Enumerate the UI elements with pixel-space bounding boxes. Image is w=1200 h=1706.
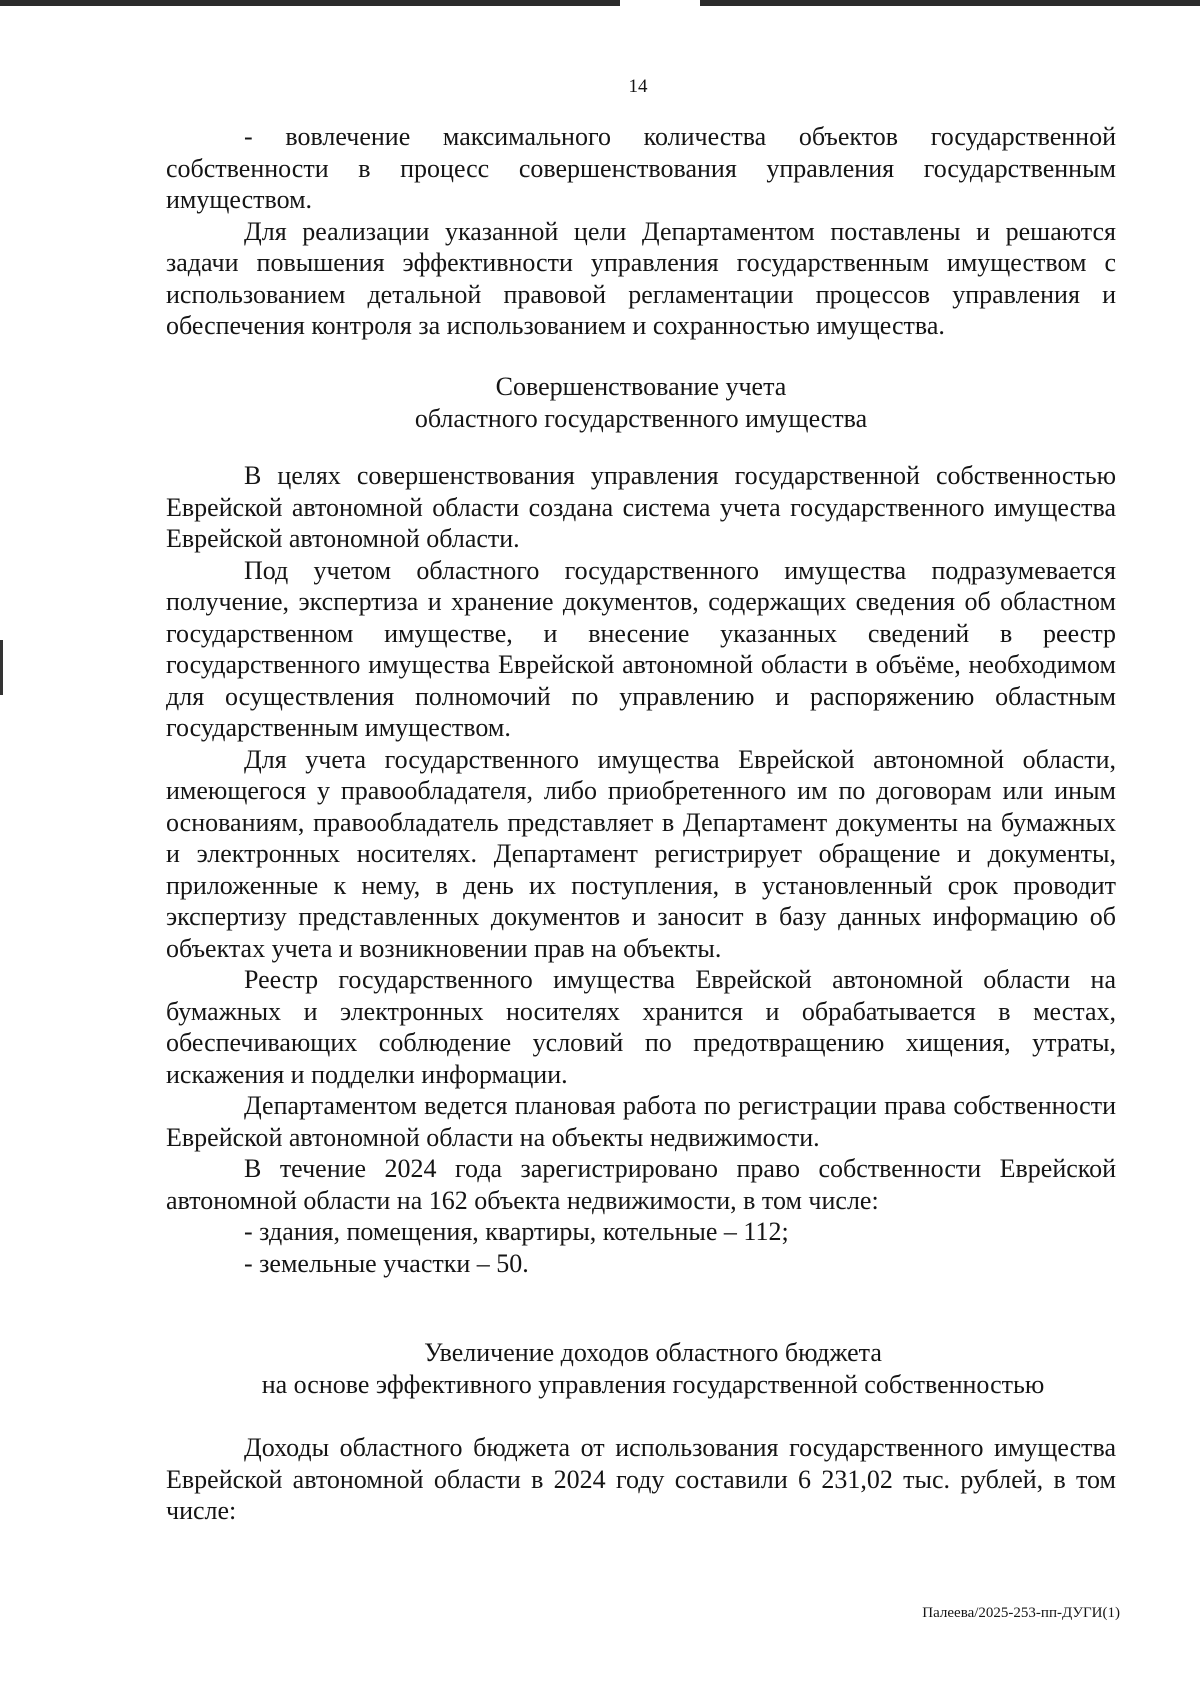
intro-block (166, 121, 1116, 342)
intro-paragraph-1: - вовлечение максимального количества объектов государственной собственности в процесс совершенствования управления государственным имуществом. (166, 122, 1116, 214)
section-1-heading-line-2: областного государственного имущества (414, 403, 868, 433)
section-1-paragraph-6: В течение 2024 года зарегистрировано право собственности Еврейской автономной области на 162 объекта недвижимости, в том числе: (166, 1154, 1116, 1215)
page-number: 14 (628, 76, 648, 97)
section-1-paragraph-3: Для учета государственного имущества Еврейской автономной области, имеющегося у правообладателя, либо приобретенного им по договорам или иным основаниям, правообладатель представляет в Департамент документы на бумажных и электронных носителях. Департамент регистрирует обращение и документы, приложенные к нему, в день их поступления, в установленный срок проводит экспертизу представленных документов и заносит в базу данных информацию об объектах учета и возникновении прав на объекты. (166, 744, 1116, 963)
document-code: Палеева/2025-253-пп-ДУГИ(1) (922, 1605, 1120, 1621)
scan-margin-mark (0, 640, 3, 695)
section-1-heading-line-1: Совершенствование учета (495, 372, 787, 401)
section-1-paragraph-4: Реестр государственного имущества Еврейской автономной области на бумажных и электронных носителях хранится и обрабатывается в местах, обеспечивающих соблюдение условий по предотвращению хищения, утраты, искажения и подделки информации. (166, 965, 1116, 1089)
section-2-body (166, 1432, 1116, 1527)
section-1-heading (166, 371, 1116, 434)
section-1-paragraph-2: Под учетом областного государственного имущества подразумевается получение, экспертиза и хранение документов, содержащих сведения об областном государственном имуществе, и внесение указанных сведений в реестр государственного имущества Еврейской автономной области в объёме, необходимом для осуществления полномочий по управлению и распоряжению областным государственным имуществом. (166, 555, 1116, 742)
list-item: - здания, помещения, квартиры, котельные – 112; (244, 1217, 789, 1246)
section-2-heading-line-2: на основе эффективного управления государственной собственностью (261, 1369, 1045, 1399)
section-2-paragraph-1: Доходы областного бюджета от использования государственного имущества Еврейской автономной области в 2024 году составили 6 231,02 тыс. рублей, в том числе: (166, 1433, 1116, 1525)
intro-paragraph-2: Для реализации указанной цели Департаментом поставлены и решаются задачи повышения эффективности управления государственным имуществом с использованием детальной правовой регламентации процессов управления и обеспечения контроля за использованием и сохранностью имущества. (166, 216, 1116, 340)
section-1-body (166, 460, 1116, 1279)
list-item: - земельные участки – 50. (244, 1248, 529, 1278)
section-1-paragraph-5: Департаментом ведется плановая работа по регистрации права собственности Еврейской автономной области на объекты недвижимости. (166, 1091, 1116, 1152)
section-2-heading (190, 1337, 1116, 1400)
scan-edge-top (0, 0, 1200, 6)
section-2-heading-line-1: Увеличение доходов областного бюджета (424, 1338, 882, 1367)
section-1-paragraph-1: В целях совершенствования управления государственной собственностью Еврейской автономной области создана система учета государственного имущества Еврейской автономной области. (166, 461, 1116, 553)
